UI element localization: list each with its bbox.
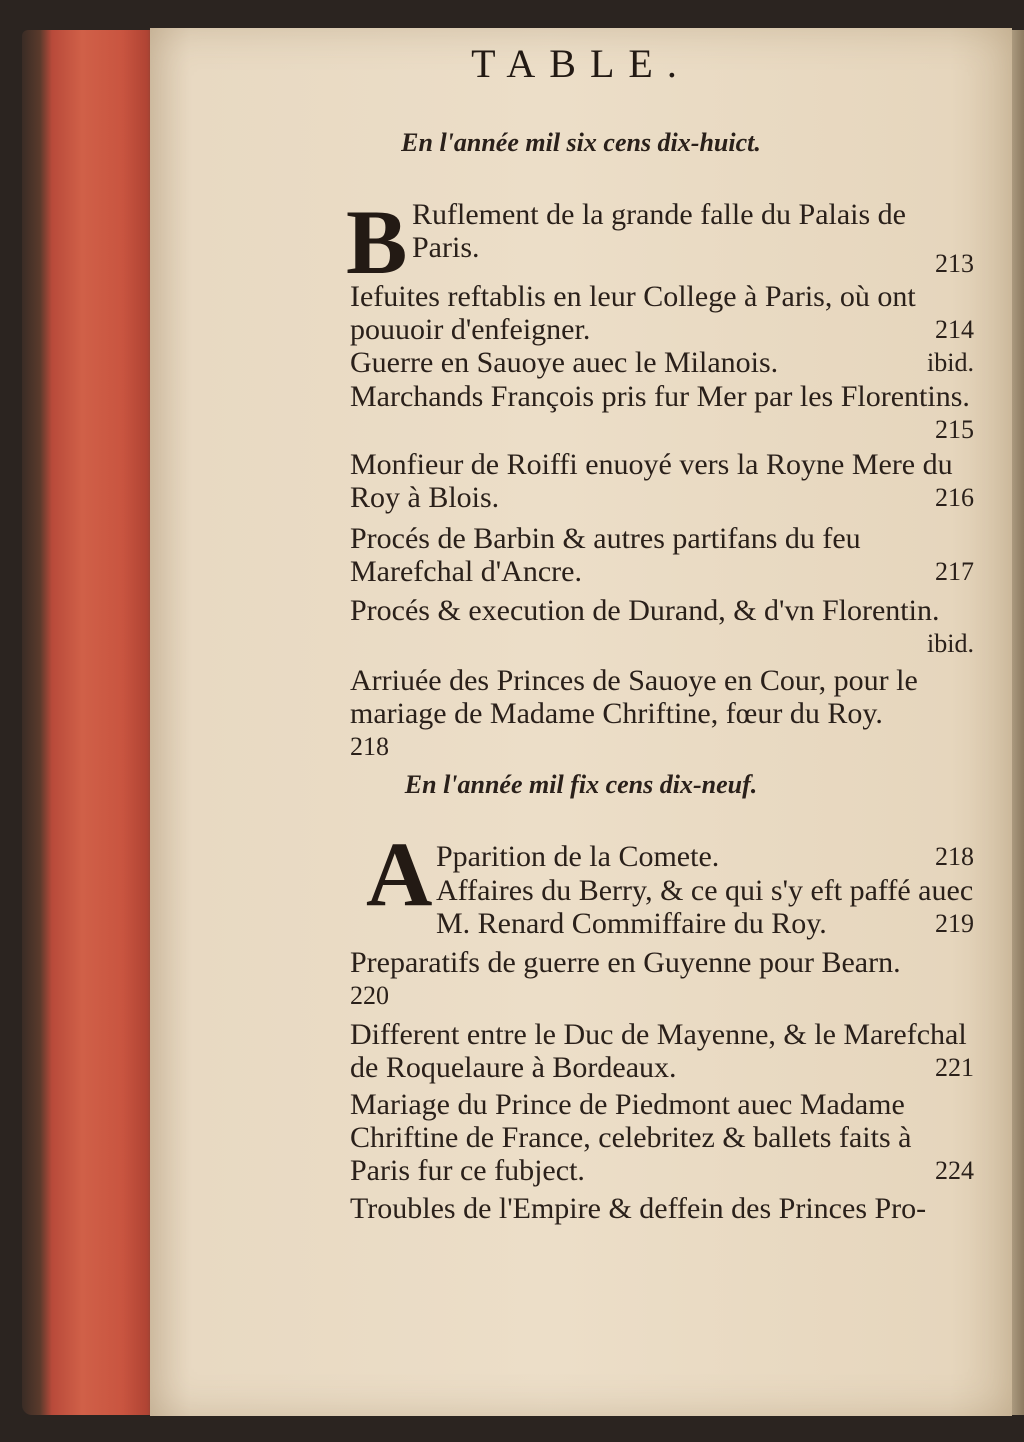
list-item xyxy=(350,594,974,660)
entry-text: Pparition de la Comete. xyxy=(436,840,720,873)
list-item xyxy=(350,522,974,588)
list-item xyxy=(350,1088,974,1187)
entry-page: 219 xyxy=(935,909,974,938)
entry-page: 214 xyxy=(935,315,974,344)
book-page-edge xyxy=(22,30,157,1415)
list-item xyxy=(350,380,974,446)
drop-capital-a: A xyxy=(366,823,433,925)
list-item xyxy=(350,946,974,1012)
list-item xyxy=(350,280,974,346)
entry-text: Arriuée des Princes de Sauoye en Cour, pour le mariage de Madame Chriftine, fœur du Roy. xyxy=(350,664,918,730)
page-header: TABLE. xyxy=(471,41,691,86)
entry-text: Iefuites reftablis en leur College à Paris, où ont pouuoir d'enfeigner. xyxy=(350,280,916,346)
section-title-1: En l'année mil six cens dix-huict. xyxy=(401,128,761,157)
book-page xyxy=(150,28,1012,1416)
entry-text: Procés & execution de Durand, & d'vn Florentin. xyxy=(350,594,940,627)
entry-page: ibid. xyxy=(927,348,974,377)
section-title-2: En l'année mil fix cens dix-neuf. xyxy=(404,770,758,799)
entry-text: Marchands François pris fur Mer par les Florentins. xyxy=(350,380,970,413)
entry-page: 218 xyxy=(935,842,974,871)
entry-text: Monfieur de Roiffi enuoyé vers la Royne Mere du Roy à Blois. xyxy=(350,448,953,514)
list-item xyxy=(436,840,974,873)
list-item xyxy=(412,198,974,280)
entry-page: 213 xyxy=(935,249,974,278)
entry-page: 221 xyxy=(935,1053,974,1082)
list-item xyxy=(350,664,974,763)
entry-text: Troubles de l'Empire & deffein des Princes Pro- xyxy=(350,1192,927,1225)
entry-text: Procés de Barbin & autres partifans du feu Marefchal d'Ancre. xyxy=(350,522,861,588)
entry-page: 224 xyxy=(935,1156,974,1185)
entry-page: 217 xyxy=(935,557,974,586)
entry-page: 220 xyxy=(350,981,389,1010)
entry-page: 216 xyxy=(935,483,974,512)
entry-text: Different entre le Duc de Mayenne, & le Marefchal de Roquelaure à Bordeaux. xyxy=(350,1018,967,1084)
entry-page: 215 xyxy=(935,415,974,444)
entry-text: Affaires du Berry, & ce qui s'y eft paffé auec M. Renard Commiffaire du Roy. xyxy=(436,874,974,940)
entry-text: Guerre en Sauoye auec le Milanois. xyxy=(350,346,779,379)
entry-text: Mariage du Prince de Piedmont auec Madame Chriftine de France, celebritez & ballets faits à Paris fur ce fubject. xyxy=(350,1088,912,1187)
list-item xyxy=(350,1192,974,1225)
entry-page: 218 xyxy=(350,732,389,761)
list-item xyxy=(350,448,974,514)
list-item xyxy=(350,346,974,379)
list-item xyxy=(350,1018,974,1084)
entry-text: Preparatifs de guerre en Guyenne pour Bearn. xyxy=(350,946,901,979)
drop-capital-b: B xyxy=(346,191,408,293)
entry-page: ibid. xyxy=(927,629,974,658)
list-item xyxy=(436,874,974,940)
entry-text: Ruflement de la grande falle du Palais de Paris. xyxy=(412,198,906,264)
